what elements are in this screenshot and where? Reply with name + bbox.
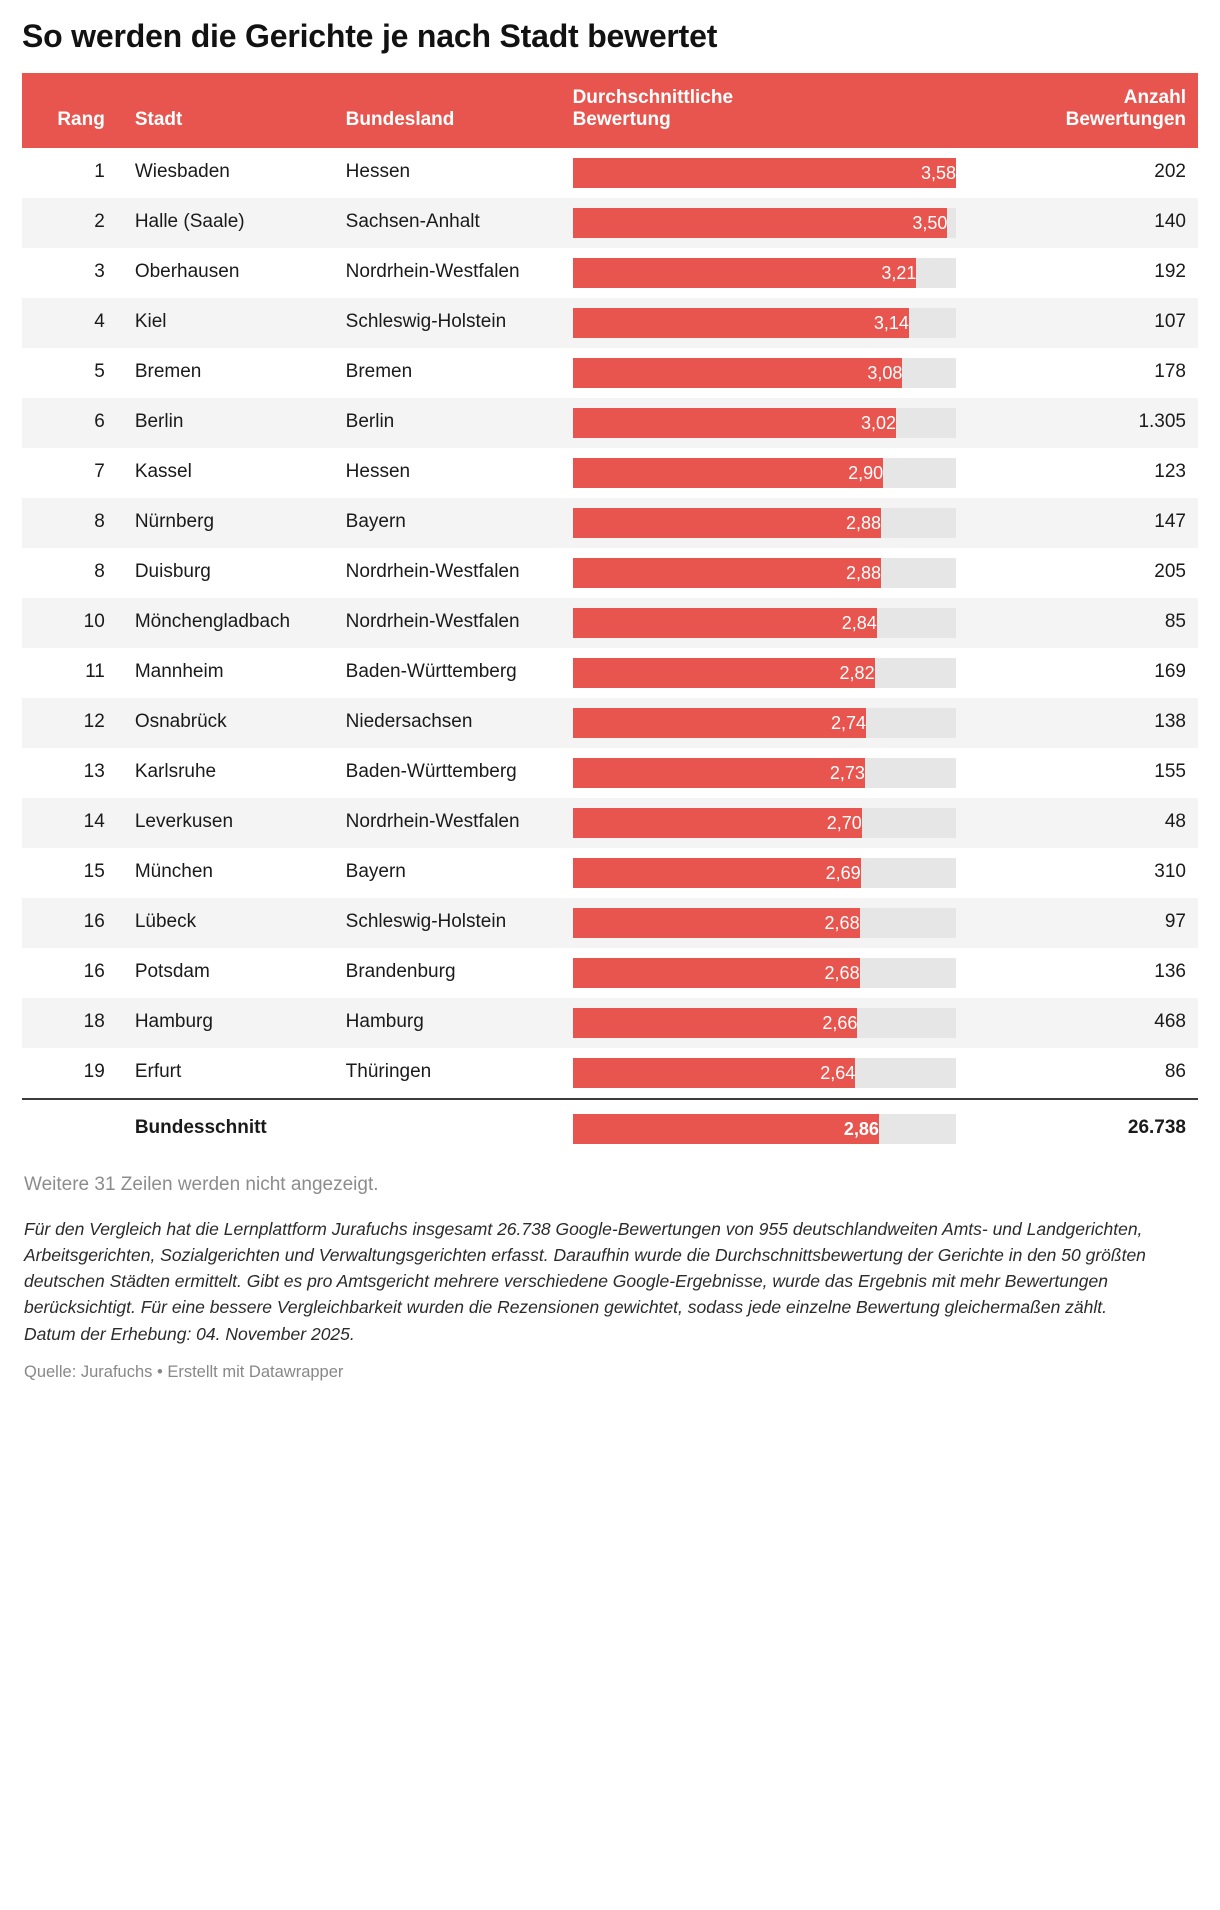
total-cell-label: Bundesschnitt (119, 1099, 336, 1158)
cell-stadt: Wiesbaden (134, 161, 230, 183)
bar-value-label: 2,84 (841, 612, 877, 633)
column-header-anzahl-bewertungen[interactable] (966, 73, 1198, 148)
bar-track (573, 1058, 956, 1088)
column-header-bewertung-line2: Bewertung (572, 109, 671, 131)
rating-bar-cell (563, 698, 966, 748)
column-header-anzahl-line2: Bewertungen (1065, 109, 1186, 131)
cell-bundesland: Hessen (345, 461, 411, 483)
cell-rang: 8 (94, 561, 105, 583)
cell-bundesland: Sachsen-Anhalt (345, 211, 480, 233)
rating-bar-cell (563, 948, 966, 998)
cell-stadt: Bremen (134, 361, 202, 383)
bar-value-label: 3,21 (881, 262, 917, 283)
cell-rang: 2 (94, 211, 105, 233)
cell-stadt: Mönchengladbach (134, 611, 291, 633)
cell-anzahl-bewertungen: 85 (1164, 611, 1186, 633)
bar-track (573, 208, 956, 238)
cell-rang: 1 (94, 161, 105, 183)
ratings-table (22, 73, 1198, 1158)
cell-bundesland: Bremen (345, 361, 413, 383)
cell-bundesland: Schleswig-Holstein (345, 311, 507, 333)
table-row[interactable] (22, 398, 1198, 448)
column-header-anzahl-line1: Anzahl (1123, 86, 1186, 108)
cell-anzahl-bewertungen: 107 (1154, 311, 1186, 333)
cell-bundesland: Nordrhein-Westfalen (345, 261, 520, 283)
rating-bar-cell (563, 298, 966, 348)
cell-anzahl-bewertungen: 147 (1154, 511, 1186, 533)
cell-rang: 15 (83, 861, 105, 883)
rating-bar-cell (563, 848, 966, 898)
table-row[interactable] (22, 298, 1198, 348)
table-row[interactable] (22, 848, 1198, 898)
cell-rang: 13 (83, 761, 105, 783)
rating-bar-cell (563, 498, 966, 548)
bar-value-label: 2,90 (848, 462, 884, 483)
column-header-bewertung-line1: Durchschnittliche (572, 86, 734, 108)
bar-value-label: 2,69 (825, 862, 861, 883)
bar-value-label: 2,70 (826, 812, 862, 833)
rating-bar-cell (563, 1048, 966, 1099)
cell-anzahl-bewertungen: 202 (1154, 161, 1186, 183)
rating-bar-cell (563, 898, 966, 948)
cell-stadt: Osnabrück (134, 711, 227, 733)
cell-stadt: Hamburg (134, 1011, 213, 1033)
column-header-durchschnittliche-bewertung[interactable] (563, 73, 966, 148)
total-cell-anzahl: 26.738 (966, 1099, 1198, 1158)
cell-bundesland: Thüringen (345, 1061, 432, 1083)
cell-bundesland: Hessen (345, 161, 411, 183)
rating-bar-cell (563, 198, 966, 248)
cell-anzahl-bewertungen: 310 (1154, 861, 1186, 883)
table-header (22, 73, 1198, 148)
source-note: Quelle: Jurafuchs • Erstellt mit Datawrapper (24, 1362, 344, 1381)
bar-value-label: 2,66 (822, 1012, 858, 1033)
table-row[interactable] (22, 1048, 1198, 1099)
cell-bundesland: Bayern (345, 511, 406, 533)
cell-anzahl-bewertungen: 169 (1154, 661, 1186, 683)
total-rating-bar-cell (563, 1099, 966, 1158)
rating-bar-cell (563, 648, 966, 698)
cell-bundesland: Nordrhein-Westfalen (345, 611, 520, 633)
cell-stadt: Oberhausen (134, 261, 240, 283)
bar-track (573, 558, 956, 588)
cell-stadt: Erfurt (134, 1061, 182, 1083)
bar-track (573, 358, 956, 388)
table-body (22, 148, 1198, 1158)
table-row[interactable] (22, 498, 1198, 548)
table-row[interactable] (22, 748, 1198, 798)
cell-stadt: Lübeck (134, 911, 197, 933)
bar-value-label: 3,08 (867, 362, 903, 383)
table-row[interactable] (22, 998, 1198, 1048)
rating-bar-cell (563, 398, 966, 448)
cell-rang: 4 (94, 311, 105, 333)
cell-stadt: Berlin (134, 411, 184, 433)
bar-track (573, 808, 956, 838)
cell-anzahl-bewertungen: 138 (1154, 711, 1186, 733)
bar-track (573, 508, 956, 538)
table-row[interactable] (22, 698, 1198, 748)
cell-bundesland: Baden-Württemberg (345, 761, 517, 783)
bar-value-label: 2,88 (845, 562, 882, 583)
rating-bar-cell (563, 548, 966, 598)
methodology-note: Für den Vergleich hat die Lernplattform Jurafuchs insgesamt 26.738 Google-Bewertungen von 955 deutschlandweiten Amts- und Landgerichten, Arbeitsgerichten, Sozialgerichten und Verwaltungsgerichten erfasst. Daraufhin wurde die Durchschnittsbewertung der Gerichte in den 50 größten deutschen Städten ermittelt. Gibt es pro Amtsgericht mehrere verschiedene Google-Ergebnisse, wurde das Ergebnis mit mehr Bewertungen berücksichtigt. Für eine bessere Vergleichbarkeit wurden die Rezensionen gewichtet, sodass jede einzelne Bewertung gleichermaßen zählt. Datum der Erhebung: 04. November 2025. (24, 1218, 1146, 1344)
cell-anzahl-bewertungen: 140 (1154, 211, 1186, 233)
bar-value-label: 2,74 (830, 712, 867, 733)
column-header-stadt[interactable]: Stadt (134, 109, 183, 131)
bar-track (573, 708, 956, 738)
rating-bar-cell (563, 798, 966, 848)
cell-stadt: Kassel (134, 461, 192, 483)
bar-track (573, 1114, 956, 1144)
cell-bundesland: Berlin (345, 411, 395, 433)
cell-rang: 12 (83, 711, 105, 733)
cell-rang: 8 (94, 511, 105, 533)
cell-rang: 16 (83, 911, 105, 933)
bar-track (573, 658, 956, 688)
page-title: So werden die Gerichte je nach Stadt bewertet (22, 18, 718, 54)
bar-track (573, 1008, 956, 1038)
rating-bar-cell (563, 448, 966, 498)
bar-track (573, 408, 956, 438)
rating-bar-cell (563, 998, 966, 1048)
rating-bar-cell (563, 248, 966, 298)
table-row[interactable] (22, 798, 1198, 848)
column-header-bundesland[interactable]: Bundesland (345, 109, 455, 131)
bar-track (573, 608, 956, 638)
cell-anzahl-bewertungen: 97 (1164, 911, 1186, 933)
rating-bar-cell (563, 598, 966, 648)
cell-rang: 7 (94, 461, 105, 483)
bar-track (573, 958, 956, 988)
cell-rang: 11 (85, 661, 105, 683)
cell-stadt: Leverkusen (134, 811, 234, 833)
cell-stadt: Karlsruhe (134, 761, 217, 783)
cell-bundesland: Schleswig-Holstein (345, 911, 507, 933)
bar-track (573, 758, 956, 788)
total-cell-rang (22, 1099, 119, 1158)
bar-value-label: 2,68 (824, 962, 860, 983)
cell-anzahl-bewertungen: 468 (1154, 1011, 1186, 1033)
cell-stadt: Duisburg (134, 561, 211, 583)
cell-rang: 3 (94, 261, 105, 283)
cell-anzahl-bewertungen: 136 (1154, 961, 1186, 983)
cell-stadt: München (134, 861, 213, 883)
cell-rang: 6 (94, 411, 105, 433)
total-cell-bundesland (336, 1099, 563, 1158)
bar-value-label: 3,50 (912, 212, 948, 233)
bar-value-label: 2,88 (845, 512, 882, 533)
bar-value-label: 2,64 (820, 1062, 856, 1083)
bar-value-label: 3,14 (873, 312, 909, 333)
cell-anzahl-bewertungen: 205 (1154, 561, 1186, 583)
cell-anzahl-bewertungen: 86 (1164, 1061, 1186, 1083)
bar-value-label: 2,68 (824, 912, 860, 933)
table-row[interactable] (22, 248, 1198, 298)
column-header-rang[interactable]: Rang (57, 109, 105, 131)
bar-track (573, 158, 956, 188)
cell-anzahl-bewertungen: 192 (1154, 261, 1186, 283)
cell-bundesland: Nordrhein-Westfalen (345, 811, 520, 833)
bar-track (573, 858, 956, 888)
bar-value-label: 2,82 (839, 662, 875, 683)
hidden-rows-note: Weitere 31 Zeilen werden nicht angezeigt. (24, 1173, 379, 1195)
bar-track (573, 258, 956, 288)
bar-track (573, 308, 956, 338)
cell-anzahl-bewertungen: 48 (1164, 811, 1186, 833)
table-row[interactable] (22, 898, 1198, 948)
cell-stadt: Nürnberg (134, 511, 215, 533)
cell-bundesland: Niedersachsen (345, 711, 473, 733)
table-row[interactable] (22, 148, 1198, 198)
table-row[interactable] (22, 548, 1198, 598)
bar-track (573, 908, 956, 938)
table-row[interactable] (22, 948, 1198, 998)
cell-bundesland: Hamburg (345, 1011, 424, 1033)
cell-anzahl-bewertungen: 178 (1154, 361, 1186, 383)
rating-bar-cell (563, 148, 966, 198)
cell-rang: 5 (94, 361, 105, 383)
cell-stadt: Potsdam (134, 961, 210, 983)
cell-rang: 16 (83, 961, 105, 983)
cell-stadt: Kiel (134, 311, 167, 333)
table-row[interactable] (22, 598, 1198, 648)
cell-anzahl-bewertungen: 123 (1154, 461, 1186, 483)
cell-rang: 19 (83, 1061, 105, 1083)
cell-stadt: Halle (Saale) (134, 211, 245, 233)
total-row (22, 1099, 1198, 1158)
cell-anzahl-bewertungen: 1.305 (1138, 411, 1186, 433)
cell-anzahl-bewertungen: 155 (1154, 761, 1186, 783)
cell-bundesland: Nordrhein-Westfalen (345, 561, 520, 583)
cell-bundesland: Brandenburg (345, 961, 456, 983)
cell-rang: 14 (83, 811, 105, 833)
rating-bar-cell (563, 348, 966, 398)
cell-rang: 10 (83, 611, 105, 633)
table-row[interactable] (22, 448, 1198, 498)
cell-bundesland: Baden-Württemberg (345, 661, 517, 683)
table-row[interactable] (22, 348, 1198, 398)
bar-value-label: 3,58 (920, 162, 956, 183)
bar-track (573, 458, 956, 488)
table-row[interactable] (22, 648, 1198, 698)
bar-value-label: 2,73 (829, 762, 865, 783)
cell-bundesland: Bayern (345, 861, 406, 883)
cell-stadt: Mannheim (134, 661, 224, 683)
table-row[interactable] (22, 198, 1198, 248)
header-row (22, 73, 1198, 148)
bar-value-label: 3,02 (860, 412, 897, 433)
rating-bar-cell (563, 748, 966, 798)
cell-rang: 18 (83, 1011, 105, 1033)
bar-value-label: 2,86 (843, 1118, 879, 1139)
